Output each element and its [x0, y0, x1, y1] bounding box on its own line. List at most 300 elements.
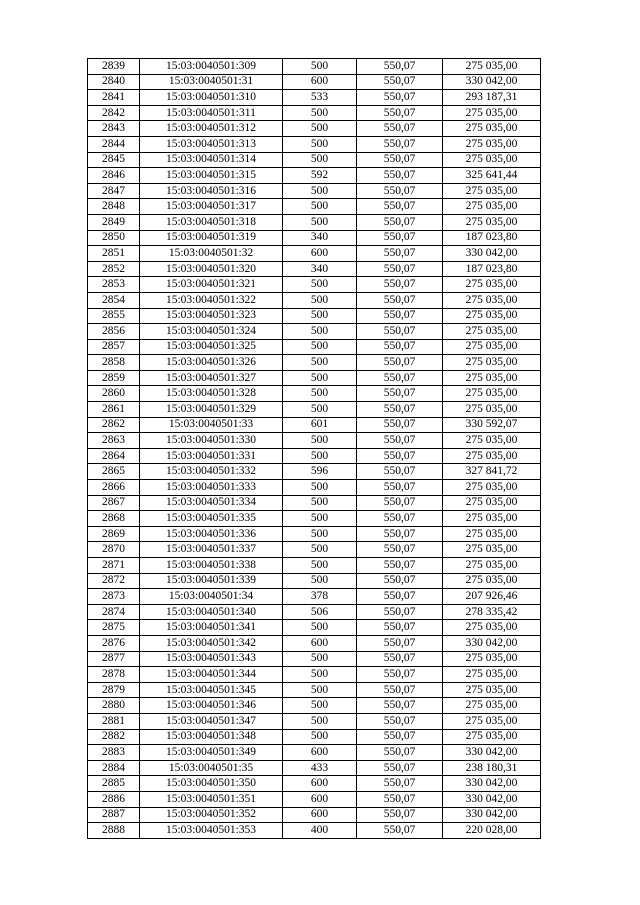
value-cell: 325 641,44: [443, 168, 541, 184]
table-row: [88, 698, 541, 714]
row-number-cell: 2882: [88, 729, 140, 745]
area-cell: 500: [283, 620, 357, 636]
value-cell: 275 035,00: [443, 355, 541, 371]
value-cell: 275 035,00: [443, 59, 541, 75]
value-cell: 275 035,00: [443, 386, 541, 402]
table-row: [88, 246, 541, 262]
table-row: [88, 776, 541, 792]
table-row: [88, 59, 541, 75]
table-row: [88, 105, 541, 121]
table-row: [88, 417, 541, 433]
rate-cell: 550,07: [357, 604, 443, 620]
table-row: [88, 495, 541, 511]
area-cell: 500: [283, 105, 357, 121]
rate-cell: 550,07: [357, 464, 443, 480]
cadastral-number-cell: 15:03:0040501:339: [140, 573, 283, 589]
value-cell: 275 035,00: [443, 573, 541, 589]
rate-cell: 550,07: [357, 558, 443, 574]
table-row: [88, 183, 541, 199]
row-number-cell: 2863: [88, 433, 140, 449]
value-cell: 275 035,00: [443, 152, 541, 168]
rate-cell: 550,07: [357, 199, 443, 215]
table-row: [88, 604, 541, 620]
cadastral-number-cell: 15:03:0040501:349: [140, 745, 283, 761]
value-cell: 187 023,80: [443, 261, 541, 277]
area-cell: 500: [283, 386, 357, 402]
value-cell: 275 035,00: [443, 433, 541, 449]
rate-cell: 550,07: [357, 308, 443, 324]
value-cell: 293 187,31: [443, 90, 541, 106]
row-number-cell: 2858: [88, 355, 140, 371]
rate-cell: 550,07: [357, 729, 443, 745]
cadastral-number-cell: 15:03:0040501:325: [140, 339, 283, 355]
row-number-cell: 2875: [88, 620, 140, 636]
rate-cell: 550,07: [357, 589, 443, 605]
rate-cell: 550,07: [357, 480, 443, 496]
rate-cell: 550,07: [357, 386, 443, 402]
rate-cell: 550,07: [357, 246, 443, 262]
cadastral-number-cell: 15:03:0040501:330: [140, 433, 283, 449]
area-cell: 500: [283, 542, 357, 558]
row-number-cell: 2860: [88, 386, 140, 402]
value-cell: 275 035,00: [443, 402, 541, 418]
rate-cell: 550,07: [357, 448, 443, 464]
value-cell: 275 035,00: [443, 339, 541, 355]
cadastral-number-cell: 15:03:0040501:316: [140, 183, 283, 199]
row-number-cell: 2840: [88, 74, 140, 90]
value-cell: 275 035,00: [443, 214, 541, 230]
area-cell: 340: [283, 230, 357, 246]
value-cell: 220 028,00: [443, 823, 541, 839]
table-row: [88, 448, 541, 464]
value-cell: 275 035,00: [443, 667, 541, 683]
table-row: [88, 90, 541, 106]
area-cell: 500: [283, 277, 357, 293]
value-cell: 330 042,00: [443, 807, 541, 823]
table-row: [88, 526, 541, 542]
cadastral-number-cell: 15:03:0040501:350: [140, 776, 283, 792]
value-cell: 275 035,00: [443, 277, 541, 293]
row-number-cell: 2886: [88, 791, 140, 807]
cadastral-number-cell: 15:03:0040501:310: [140, 90, 283, 106]
cadastral-number-cell: 15:03:0040501:352: [140, 807, 283, 823]
value-cell: 275 035,00: [443, 651, 541, 667]
value-cell: 275 035,00: [443, 199, 541, 215]
cadastral-number-cell: 15:03:0040501:348: [140, 729, 283, 745]
rate-cell: 550,07: [357, 74, 443, 90]
cadastral-number-cell: 15:03:0040501:353: [140, 823, 283, 839]
row-number-cell: 2887: [88, 807, 140, 823]
rate-cell: 550,07: [357, 823, 443, 839]
cadastral-number-cell: 15:03:0040501:333: [140, 480, 283, 496]
data-table: [87, 58, 541, 839]
table-row: [88, 292, 541, 308]
value-cell: 238 180,31: [443, 760, 541, 776]
area-cell: 433: [283, 760, 357, 776]
rate-cell: 550,07: [357, 635, 443, 651]
cadastral-number-cell: 15:03:0040501:345: [140, 682, 283, 698]
rate-cell: 550,07: [357, 776, 443, 792]
rate-cell: 550,07: [357, 277, 443, 293]
rate-cell: 550,07: [357, 292, 443, 308]
table-row: [88, 199, 541, 215]
row-number-cell: 2884: [88, 760, 140, 776]
area-cell: 600: [283, 791, 357, 807]
area-cell: 600: [283, 246, 357, 262]
value-cell: 330 042,00: [443, 246, 541, 262]
value-cell: 275 035,00: [443, 121, 541, 137]
row-number-cell: 2847: [88, 183, 140, 199]
cadastral-number-cell: 15:03:0040501:328: [140, 386, 283, 402]
cadastral-number-cell: 15:03:0040501:341: [140, 620, 283, 636]
table-row: [88, 402, 541, 418]
area-cell: 500: [283, 651, 357, 667]
row-number-cell: 2861: [88, 402, 140, 418]
value-cell: 278 335,42: [443, 604, 541, 620]
value-cell: 275 035,00: [443, 620, 541, 636]
value-cell: 275 035,00: [443, 526, 541, 542]
rate-cell: 550,07: [357, 90, 443, 106]
area-cell: 500: [283, 121, 357, 137]
table-row: [88, 230, 541, 246]
rate-cell: 550,07: [357, 105, 443, 121]
row-number-cell: 2874: [88, 604, 140, 620]
row-number-cell: 2841: [88, 90, 140, 106]
rate-cell: 550,07: [357, 698, 443, 714]
rate-cell: 550,07: [357, 324, 443, 340]
value-cell: 330 042,00: [443, 74, 541, 90]
rate-cell: 550,07: [357, 760, 443, 776]
row-number-cell: 2862: [88, 417, 140, 433]
area-cell: 500: [283, 402, 357, 418]
cadastral-number-cell: 15:03:0040501:340: [140, 604, 283, 620]
cadastral-number-cell: 15:03:0040501:326: [140, 355, 283, 371]
table-body: [88, 59, 541, 839]
area-cell: 500: [283, 713, 357, 729]
cadastral-number-cell: 15:03:0040501:34: [140, 589, 283, 605]
row-number-cell: 2881: [88, 713, 140, 729]
rate-cell: 550,07: [357, 339, 443, 355]
cadastral-number-cell: 15:03:0040501:346: [140, 698, 283, 714]
rate-cell: 550,07: [357, 402, 443, 418]
cadastral-number-cell: 15:03:0040501:322: [140, 292, 283, 308]
area-cell: 500: [283, 495, 357, 511]
area-cell: 596: [283, 464, 357, 480]
table-row: [88, 308, 541, 324]
rate-cell: 550,07: [357, 713, 443, 729]
value-cell: 275 035,00: [443, 308, 541, 324]
cadastral-number-cell: 15:03:0040501:323: [140, 308, 283, 324]
row-number-cell: 2844: [88, 136, 140, 152]
rate-cell: 550,07: [357, 807, 443, 823]
table-row: [88, 74, 541, 90]
row-number-cell: 2867: [88, 495, 140, 511]
table-row: [88, 261, 541, 277]
rate-cell: 550,07: [357, 136, 443, 152]
rate-cell: 550,07: [357, 214, 443, 230]
value-cell: 327 841,72: [443, 464, 541, 480]
table-row: [88, 573, 541, 589]
cadastral-number-cell: 15:03:0040501:338: [140, 558, 283, 574]
cadastral-number-cell: 15:03:0040501:347: [140, 713, 283, 729]
value-cell: 275 035,00: [443, 698, 541, 714]
value-cell: 275 035,00: [443, 136, 541, 152]
cadastral-number-cell: 15:03:0040501:312: [140, 121, 283, 137]
cadastral-number-cell: 15:03:0040501:334: [140, 495, 283, 511]
table-row: [88, 136, 541, 152]
value-cell: 275 035,00: [443, 542, 541, 558]
area-cell: 500: [283, 480, 357, 496]
table-row: [88, 277, 541, 293]
table-row: [88, 168, 541, 184]
table-row: [88, 823, 541, 839]
table-row: [88, 152, 541, 168]
area-cell: 400: [283, 823, 357, 839]
table-row: [88, 511, 541, 527]
rate-cell: 550,07: [357, 152, 443, 168]
area-cell: 500: [283, 199, 357, 215]
rate-cell: 550,07: [357, 682, 443, 698]
value-cell: 330 042,00: [443, 745, 541, 761]
value-cell: 207 926,46: [443, 589, 541, 605]
rate-cell: 550,07: [357, 355, 443, 371]
table-row: [88, 433, 541, 449]
rate-cell: 550,07: [357, 183, 443, 199]
row-number-cell: 2870: [88, 542, 140, 558]
table-row: [88, 386, 541, 402]
area-cell: 500: [283, 682, 357, 698]
table-row: [88, 713, 541, 729]
table-row: [88, 324, 541, 340]
table-row: [88, 355, 541, 371]
area-cell: 500: [283, 324, 357, 340]
rate-cell: 550,07: [357, 495, 443, 511]
area-cell: 500: [283, 59, 357, 75]
area-cell: 500: [283, 183, 357, 199]
row-number-cell: 2853: [88, 277, 140, 293]
cadastral-number-cell: 15:03:0040501:311: [140, 105, 283, 121]
area-cell: 601: [283, 417, 357, 433]
row-number-cell: 2878: [88, 667, 140, 683]
cadastral-number-cell: 15:03:0040501:344: [140, 667, 283, 683]
cadastral-number-cell: 15:03:0040501:315: [140, 168, 283, 184]
area-cell: 500: [283, 308, 357, 324]
value-cell: 275 035,00: [443, 370, 541, 386]
cadastral-number-cell: 15:03:0040501:32: [140, 246, 283, 262]
area-cell: 500: [283, 511, 357, 527]
rate-cell: 550,07: [357, 261, 443, 277]
table-row: [88, 791, 541, 807]
value-cell: 275 035,00: [443, 183, 541, 199]
area-cell: 500: [283, 573, 357, 589]
table-row: [88, 635, 541, 651]
row-number-cell: 2872: [88, 573, 140, 589]
row-number-cell: 2879: [88, 682, 140, 698]
value-cell: 275 035,00: [443, 480, 541, 496]
row-number-cell: 2885: [88, 776, 140, 792]
cadastral-number-cell: 15:03:0040501:320: [140, 261, 283, 277]
table-row: [88, 121, 541, 137]
table-row: [88, 542, 541, 558]
table-row: [88, 729, 541, 745]
area-cell: 592: [283, 168, 357, 184]
row-number-cell: 2854: [88, 292, 140, 308]
cadastral-number-cell: 15:03:0040501:329: [140, 402, 283, 418]
area-cell: 600: [283, 635, 357, 651]
row-number-cell: 2880: [88, 698, 140, 714]
rate-cell: 550,07: [357, 511, 443, 527]
cadastral-number-cell: 15:03:0040501:31: [140, 74, 283, 90]
area-cell: 600: [283, 74, 357, 90]
value-cell: 275 035,00: [443, 558, 541, 574]
cadastral-number-cell: 15:03:0040501:33: [140, 417, 283, 433]
value-cell: 275 035,00: [443, 511, 541, 527]
rate-cell: 550,07: [357, 121, 443, 137]
cadastral-number-cell: 15:03:0040501:321: [140, 277, 283, 293]
row-number-cell: 2876: [88, 635, 140, 651]
row-number-cell: 2859: [88, 370, 140, 386]
value-cell: 275 035,00: [443, 105, 541, 121]
area-cell: 500: [283, 214, 357, 230]
cadastral-number-cell: 15:03:0040501:313: [140, 136, 283, 152]
row-number-cell: 2868: [88, 511, 140, 527]
area-cell: 600: [283, 807, 357, 823]
cadastral-number-cell: 15:03:0040501:335: [140, 511, 283, 527]
table-row: [88, 760, 541, 776]
value-cell: 330 042,00: [443, 635, 541, 651]
rate-cell: 550,07: [357, 620, 443, 636]
table-row: [88, 464, 541, 480]
area-cell: 500: [283, 136, 357, 152]
rate-cell: 550,07: [357, 573, 443, 589]
rate-cell: 550,07: [357, 230, 443, 246]
area-cell: 500: [283, 698, 357, 714]
value-cell: 275 035,00: [443, 682, 541, 698]
value-cell: 275 035,00: [443, 448, 541, 464]
cadastral-number-cell: 15:03:0040501:336: [140, 526, 283, 542]
area-cell: 500: [283, 292, 357, 308]
value-cell: 330 042,00: [443, 791, 541, 807]
table-row: [88, 558, 541, 574]
area-cell: 500: [283, 433, 357, 449]
value-cell: 330 042,00: [443, 776, 541, 792]
row-number-cell: 2869: [88, 526, 140, 542]
cadastral-number-cell: 15:03:0040501:319: [140, 230, 283, 246]
rate-cell: 550,07: [357, 59, 443, 75]
row-number-cell: 2845: [88, 152, 140, 168]
area-cell: 500: [283, 526, 357, 542]
row-number-cell: 2856: [88, 324, 140, 340]
rate-cell: 550,07: [357, 745, 443, 761]
rate-cell: 550,07: [357, 168, 443, 184]
area-cell: 500: [283, 152, 357, 168]
rate-cell: 550,07: [357, 791, 443, 807]
table-row: [88, 620, 541, 636]
cadastral-number-cell: 15:03:0040501:317: [140, 199, 283, 215]
cadastral-number-cell: 15:03:0040501:324: [140, 324, 283, 340]
table-row: [88, 339, 541, 355]
table-row: [88, 667, 541, 683]
cadastral-number-cell: 15:03:0040501:332: [140, 464, 283, 480]
rate-cell: 550,07: [357, 526, 443, 542]
row-number-cell: 2851: [88, 246, 140, 262]
cadastral-number-cell: 15:03:0040501:314: [140, 152, 283, 168]
area-cell: 500: [283, 729, 357, 745]
row-number-cell: 2873: [88, 589, 140, 605]
cadastral-number-cell: 15:03:0040501:331: [140, 448, 283, 464]
row-number-cell: 2839: [88, 59, 140, 75]
row-number-cell: 2888: [88, 823, 140, 839]
row-number-cell: 2855: [88, 308, 140, 324]
area-cell: 533: [283, 90, 357, 106]
value-cell: 275 035,00: [443, 729, 541, 745]
area-cell: 500: [283, 667, 357, 683]
row-number-cell: 2849: [88, 214, 140, 230]
table-row: [88, 682, 541, 698]
cadastral-number-cell: 15:03:0040501:327: [140, 370, 283, 386]
cadastral-number-cell: 15:03:0040501:318: [140, 214, 283, 230]
value-cell: 275 035,00: [443, 324, 541, 340]
area-cell: 600: [283, 776, 357, 792]
table-row: [88, 651, 541, 667]
area-cell: 500: [283, 339, 357, 355]
value-cell: 275 035,00: [443, 713, 541, 729]
row-number-cell: 2871: [88, 558, 140, 574]
value-cell: 275 035,00: [443, 292, 541, 308]
area-cell: 340: [283, 261, 357, 277]
row-number-cell: 2843: [88, 121, 140, 137]
row-number-cell: 2866: [88, 480, 140, 496]
rate-cell: 550,07: [357, 651, 443, 667]
cadastral-number-cell: 15:03:0040501:337: [140, 542, 283, 558]
row-number-cell: 2857: [88, 339, 140, 355]
value-cell: 330 592,07: [443, 417, 541, 433]
area-cell: 600: [283, 745, 357, 761]
cadastral-number-cell: 15:03:0040501:343: [140, 651, 283, 667]
table-row: [88, 370, 541, 386]
area-cell: 500: [283, 448, 357, 464]
area-cell: 378: [283, 589, 357, 605]
table-row: [88, 214, 541, 230]
row-number-cell: 2883: [88, 745, 140, 761]
row-number-cell: 2848: [88, 199, 140, 215]
rate-cell: 550,07: [357, 417, 443, 433]
value-cell: 275 035,00: [443, 495, 541, 511]
row-number-cell: 2842: [88, 105, 140, 121]
row-number-cell: 2877: [88, 651, 140, 667]
cadastral-number-cell: 15:03:0040501:35: [140, 760, 283, 776]
area-cell: 500: [283, 355, 357, 371]
area-cell: 500: [283, 558, 357, 574]
area-cell: 500: [283, 370, 357, 386]
cadastral-number-cell: 15:03:0040501:351: [140, 791, 283, 807]
cadastral-number-cell: 15:03:0040501:309: [140, 59, 283, 75]
table-row: [88, 745, 541, 761]
rate-cell: 550,07: [357, 370, 443, 386]
rate-cell: 550,07: [357, 667, 443, 683]
table-row: [88, 589, 541, 605]
row-number-cell: 2850: [88, 230, 140, 246]
row-number-cell: 2864: [88, 448, 140, 464]
rate-cell: 550,07: [357, 433, 443, 449]
area-cell: 506: [283, 604, 357, 620]
table-row: [88, 480, 541, 496]
cadastral-number-cell: 15:03:0040501:342: [140, 635, 283, 651]
row-number-cell: 2852: [88, 261, 140, 277]
value-cell: 187 023,80: [443, 230, 541, 246]
table-row: [88, 807, 541, 823]
row-number-cell: 2865: [88, 464, 140, 480]
